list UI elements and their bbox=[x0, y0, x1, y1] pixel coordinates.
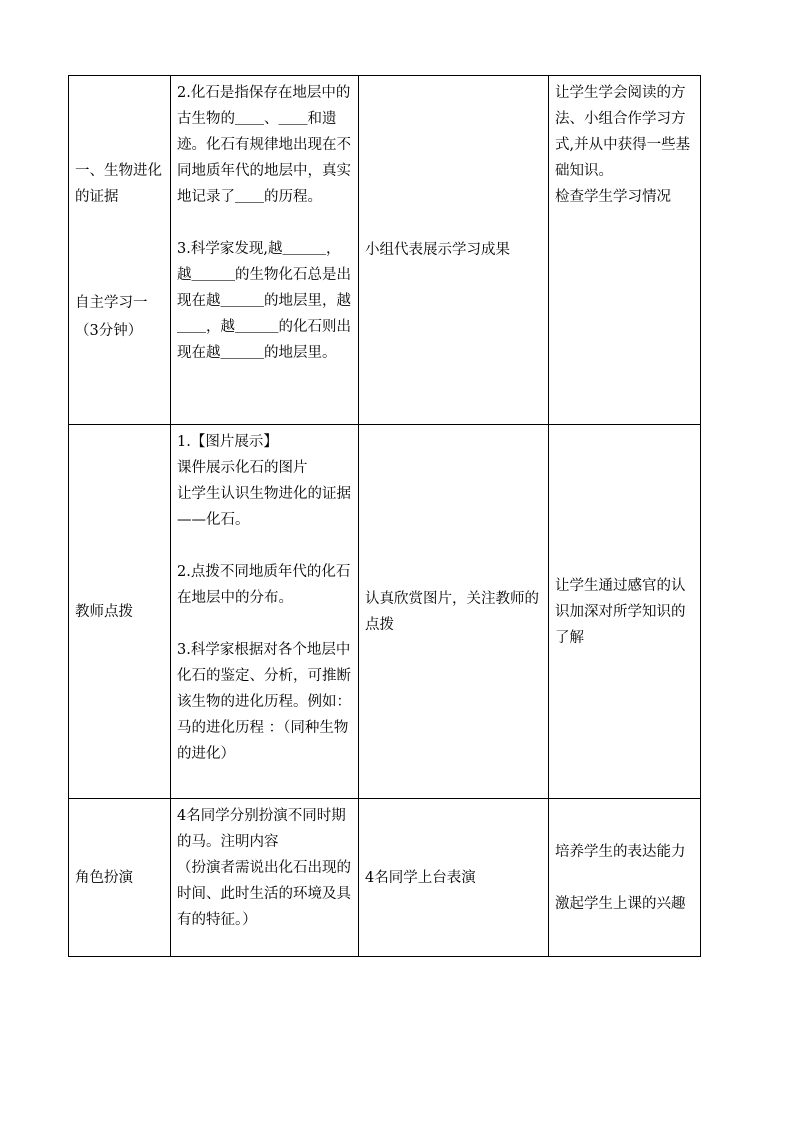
content-cell bbox=[171, 799, 359, 957]
design-intent-text: 让学生学会阅读的方法、小组合作学习方式,并从中获得一些基础知识。 bbox=[555, 85, 691, 179]
activity-title: 自主学习一 bbox=[75, 295, 148, 311]
content-item: 3.科学家发现,越＿＿＿，越＿＿＿的生物化石总是出现在越＿＿＿的地层里，越＿＿，越＿＿＿的化石则出现在越＿＿＿的地层里。 bbox=[177, 241, 351, 361]
content-item: 2.点拨不同地质年代的化石在地层中的分布。 bbox=[177, 564, 351, 606]
student-activity-text: 认真欣赏图片，关注教师的点拨 bbox=[365, 590, 539, 633]
content-item-title: 1.【图片展示】 bbox=[177, 434, 278, 450]
spacer bbox=[177, 210, 352, 236]
lesson-plan-table bbox=[68, 75, 701, 957]
student-activity-cell bbox=[359, 799, 549, 957]
content-item: （扮演者需说出化石出现的时间、此时生活的环境及具有的特征。） bbox=[177, 860, 351, 928]
section-title: 角色扮演 bbox=[75, 869, 133, 886]
spacer bbox=[177, 611, 352, 637]
student-activity-text: 小组代表展示学习成果 bbox=[365, 242, 510, 258]
student-activity-cell bbox=[359, 425, 549, 799]
design-intent-cell bbox=[549, 799, 701, 957]
table-row bbox=[69, 799, 701, 957]
design-intent-text: 检查学生学习情况 bbox=[555, 189, 671, 205]
student-activity-text: 4名同学上台表演 bbox=[365, 869, 476, 886]
content-item: 课件展示化石的图片 bbox=[177, 460, 308, 476]
section-cell bbox=[69, 76, 171, 425]
spacer bbox=[555, 865, 694, 891]
content-cell bbox=[171, 425, 359, 799]
section-cell bbox=[69, 799, 171, 957]
spacer bbox=[177, 533, 352, 559]
section-cell bbox=[69, 425, 171, 799]
content-item: 4名同学分别扮演不同时期的马。注明内容 bbox=[177, 808, 346, 850]
design-intent-text: 让学生通过感官的认识加深对所学知识的了解 bbox=[555, 577, 686, 646]
design-intent-cell bbox=[549, 425, 701, 799]
section-title: 一、生物进化的证据 bbox=[75, 163, 162, 205]
content-item: 让学生认识生物进化的证据——化石。 bbox=[177, 486, 351, 528]
table-row bbox=[69, 425, 701, 799]
content-item: 3.科学家根据对各个地层中化石的鉴定、分析，可推断该生物的进化历程。例如：马的进化历程 ：（同种生物的进化） bbox=[177, 642, 351, 762]
design-intent-text: 激起学生上课的兴趣 bbox=[555, 895, 686, 912]
design-intent-text: 培养学生的表达能力 bbox=[555, 843, 686, 860]
content-cell bbox=[171, 76, 359, 425]
table-row bbox=[69, 76, 701, 425]
student-activity-cell bbox=[359, 76, 549, 425]
activity-time: （3分钟） bbox=[75, 323, 143, 339]
design-intent-cell bbox=[549, 76, 701, 425]
section-title: 教师点拨 bbox=[75, 603, 133, 620]
content-item: 2.化石是指保存在地层中的古生物的＿＿、＿＿和遗迹。化石有规律地出现在不同地质年代的地层中，真实地记录了＿＿的历程。 bbox=[177, 85, 351, 205]
